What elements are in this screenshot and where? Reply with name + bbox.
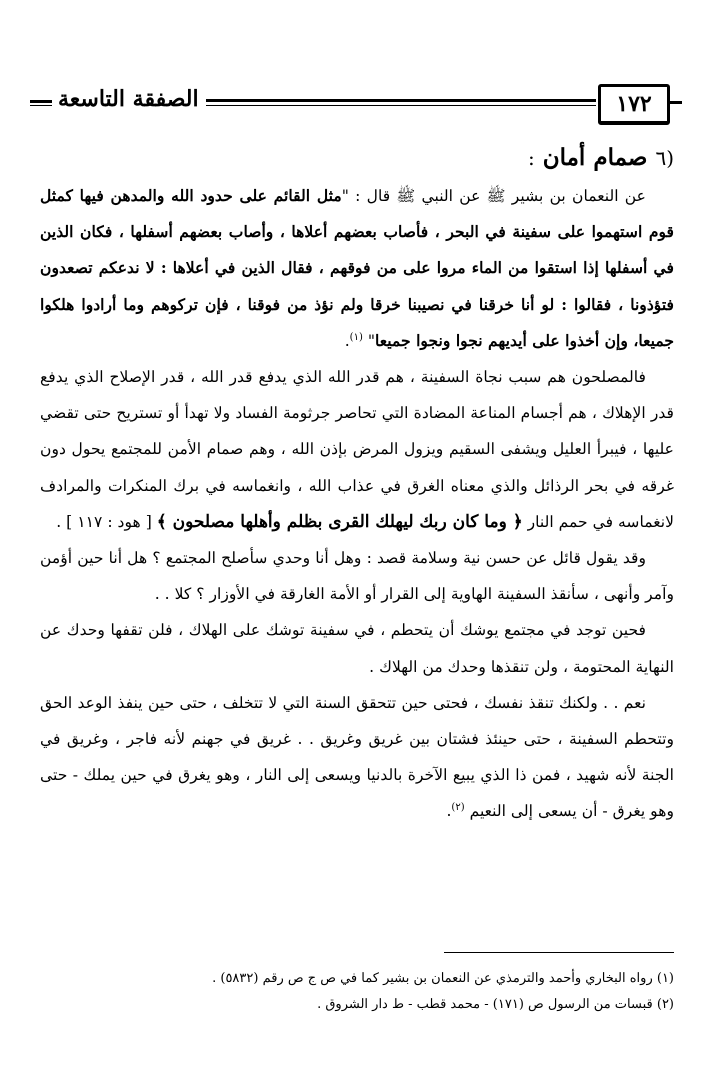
hadith-paragraph: عن النعمان بن بشير ﷺ عن النبي ﷺ قال : "مثل القائم على حدود الله والمدهن فيها كمثل قوم استهموا على سفينة في البحر ، فأصاب بعضهم أعلاها ، وأصاب بعضهم أسفلها ، فكان الذين في أسفلها إذا استقوا من الماء مروا على من فوقهم ، فقال الذين في أعلاها : لا ندعكم تصعدون فتؤذونا ، فقالوا : لو أنا خرقنا في نصيبنا خرقا ولم نؤذ من فوقنا ، فإن تركوهم وما أرادوا هلكوا جميعا، وإن أخذوا على أيديهم نجوا ونجوا جميعا" $^{(١)}$. — [40, 186, 674, 350]
header-rule-left — [30, 100, 52, 106]
header-rule-double — [206, 99, 596, 106]
footnotes — [40, 966, 674, 1018]
quran-verse: ﴿ وما كان ربك ليهلك القرى بظلم وأهلها مصلحون ﴾ — [156, 511, 523, 532]
hadith-end: " — [367, 331, 376, 350]
footnote-ref-2: (٢) — [451, 802, 465, 814]
paragraph-society: فحين توجد في مجتمع يوشك أن يتحطم ، في سفينة توشك على الهلاك ، فلن تقفها وحدك عن النهاية المحتومة ، ولن تنقذها وحدك من الهلاك . — [40, 621, 674, 676]
section-colon: : — [527, 146, 535, 170]
footnote-ref-1: (١) — [349, 331, 363, 343]
page-number: ١٧٢ — [616, 91, 652, 117]
section-title: صمام أمان — [542, 144, 648, 171]
footnote-1: (١) رواه البخاري وأحمد والترمذي عن النعمان بن بشير كما في ص ج ص رقم (٥٨٣٢) . — [212, 971, 674, 986]
section-number: (٦ — [655, 146, 674, 170]
paragraph-reformers — [40, 359, 674, 540]
body-text — [40, 178, 674, 830]
paragraph-reformers-text: فالمصلحون هم سبب نجاة السفينة ، هم قدر الله الذي يدفع قدر الله ، قدر الإصلاح الذي يدفع قدر الإهلاك ، هم أجسام المناعة المضادة التي تحاصر جرثومة الفساد ولا تهدأ أو تستريح حتى تقضي عليها ، فيبرأ العليل ويشفى السقيم ويزول المرض بإذن الله ، وهم صمام الأمن للمجتمع يحول دون غرقه في بحر الرذائل والذي معناه الغرق في عذاب الله ، وانغماسه في برك المنكرات والمرادف لانغماسه في حمم النار — [40, 368, 674, 531]
paragraph-question: وقد يقول قائل عن حسن نية وسلامة قصد : وهل أنا وحدي سأصلح المجتمع ؟ هل أنا حين أؤمن وآمر وأنهى ، سأنقذ السفينة الهاوية إلى القرار أو الأمة الغارقة في الأوزار ؟ كلا . . — [40, 549, 674, 604]
paragraph-save-yourself — [40, 685, 674, 830]
footnote-separator — [444, 952, 674, 953]
page-number-box — [598, 84, 670, 125]
section-heading — [528, 144, 674, 171]
header-title: الصفقة التاسعة — [58, 86, 199, 112]
paragraph-end: . — [446, 802, 452, 821]
quran-reference: [ هود : ١١٧ ] . — [56, 512, 152, 531]
page-header — [30, 84, 682, 128]
hadith-intro: عن النعمان بن بشير ﷺ عن النبي ﷺ قال : " — [341, 187, 646, 205]
paragraph-save-yourself-text: نعم . . ولكنك تنقذ نفسك ، فحتى حين تتحقق السنة التي لا تتخلف ، حتى حين ينفذ الوعد الحق وتتحطم السفينة ، حتى حينئذ فشتان بين غريق وغريق . . غريق في جهنم لأنه فاجر ، وغريق في الجنة لأنه شهيد ، فمن ذا الذي يبيع الآخرة بالدنيا ويسعى إلى النار ، وهو يغرق في حين يملك - حتى وهو يغرق - أن يسعى إلى النعيم — [40, 693, 674, 821]
header-rule-right — [670, 101, 682, 104]
hadith-text: مثل القائم على حدود الله والمدهن فيها كمثل قوم استهموا على سفينة في البحر ، فأصاب بعضهم أعلاها ، وأصاب بعضهم أسفلها ، فكان الذين في أسفلها إذا استقوا من الماء مروا على من فوقهم ، فقال الذين في أعلاها : لا ندعكم تصعدون فتؤذونا ، فقالوا : لو أنا خرقنا في نصيبنا خرقا ولم نؤذ من فوقنا ، فإن تركوهم وما أرادوا هلكوا جميعا، وإن أخذوا على أيديهم نجوا ونجوا جميعا — [40, 186, 674, 350]
footnote-2: (٢) قبسات من الرسول ص (١٧١) - محمد قطب - ط دار الشروق . — [317, 997, 674, 1012]
